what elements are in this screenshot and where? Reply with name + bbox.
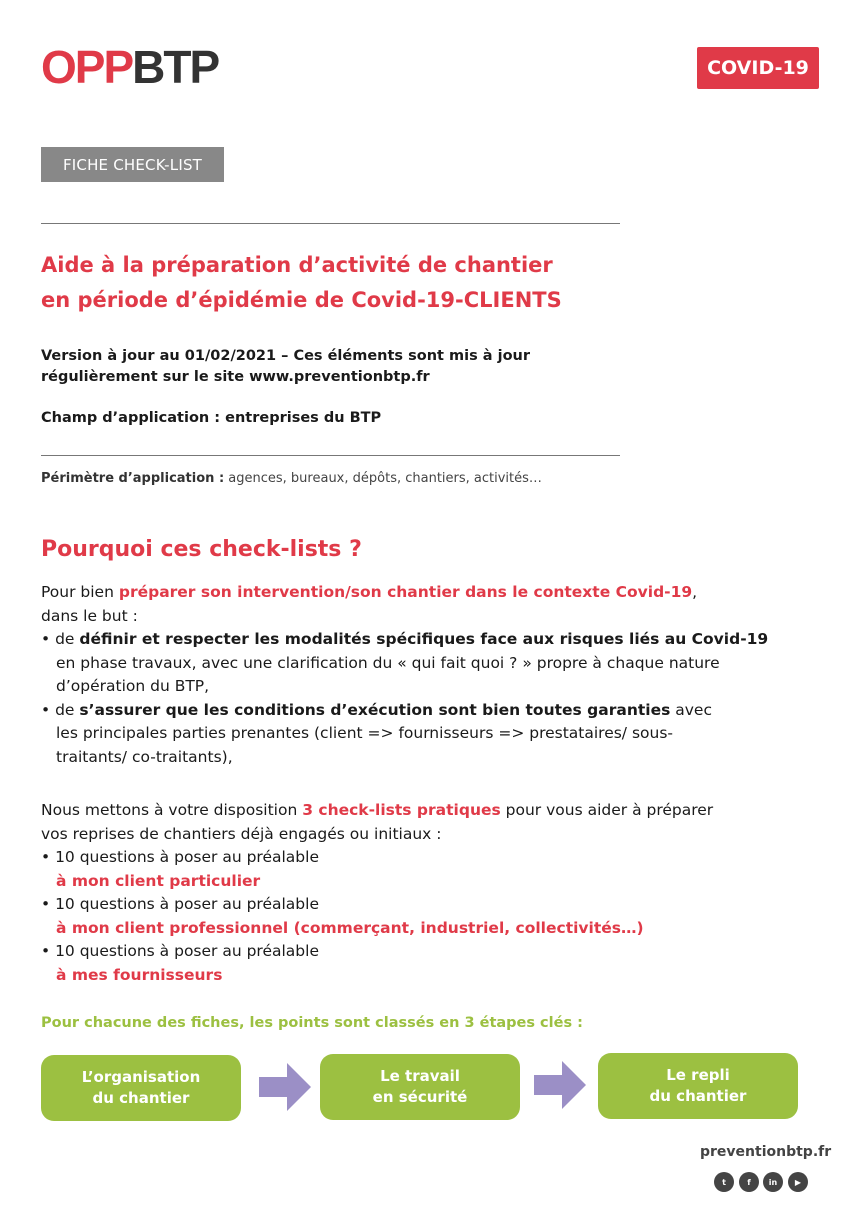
step-2-line-1: Le travail <box>380 1067 460 1085</box>
bullet-2-line-3: traitants/ co-traitants), <box>56 747 233 766</box>
dispo-pre: Nous mettons à votre disposition <box>41 801 303 819</box>
title-line-1: Aide à la préparation d’activité de chantier <box>41 253 553 277</box>
version-line-1: Version à jour au 01/02/2021 – Ces éléments sont mis à jour <box>41 348 530 364</box>
footer-url[interactable]: preventionbtp.fr <box>700 1144 832 1160</box>
facebook-icon[interactable]: f <box>739 1172 759 1192</box>
divider-middle <box>41 455 620 456</box>
title-line-2: en période d’épidémie de Covid-19-CLIENTS <box>41 288 562 312</box>
fiche-checklist-label: FICHE CHECK-LIST <box>41 147 224 182</box>
bullet-1-line-2: en phase travaux, avec une clarification du « qui fait quoi ? » propre à chaque nature <box>56 653 720 672</box>
dispo-item-2: • 10 questions à poser au préalable <box>41 895 319 913</box>
logo-opp: OPP <box>41 41 133 93</box>
steps-title: Pour chacune des fiches, les points sont classés en 3 étapes clés : <box>41 1015 583 1031</box>
step-3-line-1: Le repli <box>666 1066 730 1084</box>
dispo-item-1: • 10 questions à poser au préalable <box>41 848 319 866</box>
arrow-right-icon <box>259 1063 311 1111</box>
intro-pre: Pour bien <box>41 583 119 601</box>
dispo-item-1-target: à mon client particulier <box>56 871 261 890</box>
bullet-2-bold: s’assurer que les conditions d’exécution sont bien toutes garanties <box>79 700 671 719</box>
logo-btp: BTP <box>132 41 219 93</box>
youtube-icon[interactable]: ▶ <box>788 1172 808 1192</box>
divider-top <box>41 223 620 224</box>
dispo-item-3: • 10 questions à poser au préalable <box>41 942 319 960</box>
dispo-post: pour vous aider à préparer <box>500 801 714 819</box>
covid-badge: COVID-19 <box>697 47 819 89</box>
step-1-line-1: L’organisation <box>81 1068 201 1086</box>
intro-post: , <box>692 583 698 601</box>
section-intro <box>41 581 821 769</box>
dispo-block <box>41 799 821 987</box>
bullet-1-pre: • de <box>41 630 80 648</box>
step-organisation <box>41 1055 241 1121</box>
dispo-item-3-target: à mes fournisseurs <box>56 965 223 984</box>
bullet-1 <box>41 628 821 652</box>
oppbtp-logo <box>41 41 219 93</box>
bullet-2-pre: • de <box>41 700 80 719</box>
step-1-line-2: du chantier <box>92 1089 190 1107</box>
bullet-2-line-2: les principales parties prenantes (client => fournisseurs => prestataires/ sous- <box>56 724 674 742</box>
dispo-item-2-target: à mon client professionnel (commerçant, industriel, collectivités…) <box>56 918 644 937</box>
perimetre-label: Périmètre d’application : <box>41 471 225 486</box>
perimetre-text: agences, bureaux, dépôts, chantiers, activités… <box>224 471 542 486</box>
bullet-2 <box>41 699 821 723</box>
version-line-2: régulièrement sur le site www.preventionbtp.fr <box>41 369 430 385</box>
intro-line-2: dans le but : <box>41 606 138 625</box>
twitter-icon[interactable]: t <box>714 1172 734 1192</box>
arrow-right-icon <box>534 1061 586 1109</box>
linkedin-icon[interactable]: in <box>763 1172 783 1192</box>
perimetre-application <box>41 471 542 486</box>
step-3-line-2: du chantier <box>649 1087 747 1105</box>
step-travail <box>320 1054 520 1120</box>
bullet-1-line-3: d’opération du BTP, <box>56 677 210 695</box>
dispo-highlight: 3 check-lists pratiques <box>302 801 501 819</box>
bullet-2-post: avec <box>670 700 712 719</box>
intro-highlight: préparer son intervention/son chantier dans le contexte Covid-19 <box>118 583 693 601</box>
dispo-line-2: vos reprises de chantiers déjà engagés ou initiaux : <box>41 824 442 843</box>
version-info <box>41 346 641 388</box>
bullet-1-bold: définir et respecter les modalités spécifiques face aux risques liés au Covid-19 <box>79 630 769 648</box>
step-2-line-2: en sécurité <box>372 1088 468 1106</box>
champ-application: Champ d’application : entreprises du BTP <box>41 410 382 426</box>
step-repli <box>598 1053 798 1119</box>
document-title <box>41 248 661 318</box>
section-heading: Pourquoi ces check-lists ? <box>41 537 362 562</box>
